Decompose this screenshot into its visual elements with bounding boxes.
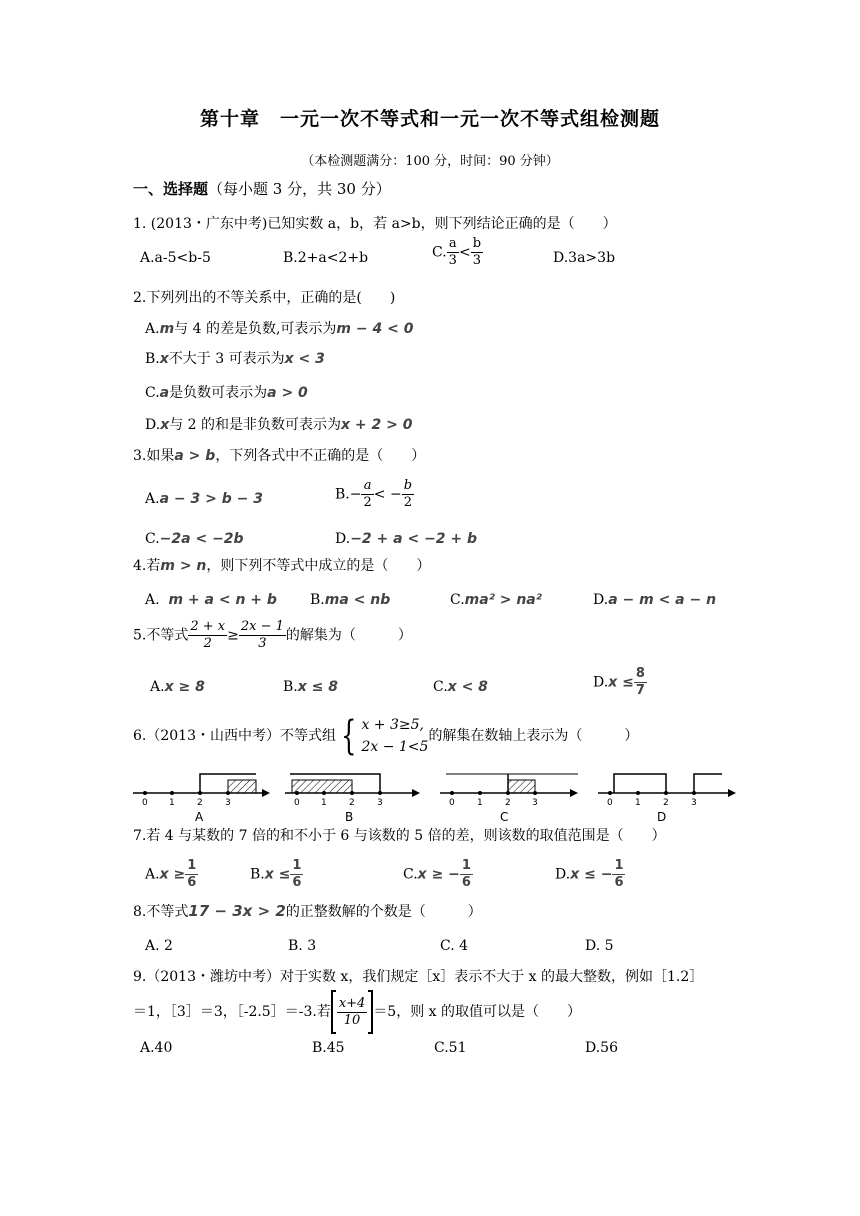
section-head: 一、选择题 xyxy=(133,180,209,198)
q3-b-num1: a xyxy=(361,478,373,495)
q5-d-num: 8 xyxy=(635,666,645,681)
q6-a-tick-1: 1 xyxy=(169,798,175,808)
q5-b-pre: B. xyxy=(283,679,298,695)
q7-b-expr: x ≤ xyxy=(264,866,291,883)
q9-line2-pre: ＝1，［3］＝3，［-2.5］＝-3.若 xyxy=(133,1004,331,1020)
q6-label-b: B xyxy=(345,810,354,824)
q2-b-var: x xyxy=(159,351,169,367)
q2-option-a xyxy=(145,320,413,338)
page-title: 第十章 一元一次不等式和一元一次不等式组检测题 xyxy=(199,108,660,130)
q5-d-frac xyxy=(634,666,647,699)
q5-d-den: 7 xyxy=(635,683,645,698)
q6-b-tick-0: 0 xyxy=(294,798,300,808)
q3-b-op: < − xyxy=(373,486,402,503)
q5-option-c xyxy=(433,678,488,696)
q3-b-den1: 2 xyxy=(363,495,372,510)
q1-c-prefix: C. xyxy=(432,244,447,261)
q4-d-pre: D. xyxy=(593,592,609,608)
q3-b-frac2 xyxy=(402,478,414,511)
q6-c-tick-1: 1 xyxy=(477,798,483,808)
q7-option-c xyxy=(403,858,473,891)
q2-c-mid: 是负数可表示为 xyxy=(169,385,268,401)
q1-c-frac2 xyxy=(471,236,483,269)
q4-option-d xyxy=(593,591,716,609)
q1-option-d: D.3a>3b xyxy=(553,250,616,266)
q6-axis-b xyxy=(285,774,420,824)
q3-c-pre: C. xyxy=(145,531,160,547)
q3-option-a xyxy=(145,490,263,508)
q5-num2: 2x − 1 xyxy=(240,619,284,634)
q1-c-op: < xyxy=(458,244,471,261)
q4-a-expr: m + a < n + b xyxy=(168,592,277,608)
q6-label-d: D xyxy=(657,810,667,824)
q1-option-a: A.a-5<b-5 xyxy=(140,250,211,266)
q2-d-var: x xyxy=(160,417,170,433)
q3-stem-pre: 3.如果 xyxy=(133,448,175,464)
q6-stem xyxy=(133,712,638,760)
q9-num: x+4 xyxy=(338,995,366,1011)
q9-frac xyxy=(337,996,368,1029)
q6-d-tick-1: 1 xyxy=(635,798,641,808)
q7-c-pre: C. xyxy=(403,866,418,883)
q3-b-frac1 xyxy=(361,478,373,511)
q4-d-expr: a − m < a − n xyxy=(608,592,717,608)
section-note: （每小题 3 分，共 30 分） xyxy=(208,180,391,198)
q7-c-num: 1 xyxy=(461,858,471,873)
q8-option-c: C. 4 xyxy=(440,938,469,954)
q9-line1: 9.（2013・潍坊中考）对于实数 x，我们规定［x］表示不大于 x 的最大整数，例如［1.2］ xyxy=(133,969,704,985)
q9-floor xyxy=(331,990,374,1034)
q6-b-tick-2: 2 xyxy=(349,798,355,808)
q3-b-minus: − xyxy=(349,486,362,503)
q1-c-den2: 3 xyxy=(472,253,481,268)
q5-den2: 3 xyxy=(258,636,267,651)
q6-a-tick-2: 2 xyxy=(197,798,203,808)
q9-line2-post: ＝5，则 x 的取值可以是（ ） xyxy=(373,1004,582,1020)
q2-b-mid: 不大于 3 可表示为 xyxy=(168,351,285,367)
q4-option-b xyxy=(310,591,390,609)
q2-b-expr: x < 3 xyxy=(284,351,325,367)
q6-axis-d xyxy=(598,774,736,824)
q7-c-den: 6 xyxy=(461,875,471,890)
q1-stem: 1. (2013・广东中考)已知实数 a，b，若 a>b，则下列结论正确的是（ ） xyxy=(133,216,617,232)
q6-c-tick-3: 3 xyxy=(532,798,538,808)
q7-a-num: 1 xyxy=(187,858,197,873)
q7-option-d xyxy=(555,858,625,891)
q3-d-pre: D. xyxy=(335,531,351,547)
q2-option-c xyxy=(145,384,308,402)
q4-stem-post: ，则下列不等式中成立的是（ ） xyxy=(206,558,431,574)
q9-line2 xyxy=(133,990,581,1034)
q4-option-a xyxy=(145,591,277,609)
q6-axis-c xyxy=(440,774,578,824)
q7-b-den: 6 xyxy=(292,875,302,890)
q2-d-pre: D. xyxy=(145,417,161,433)
q9-option-a: A.40 xyxy=(140,1040,173,1056)
q8-stem-pre: 8.不等式 xyxy=(133,904,189,920)
q3-b-den2: 2 xyxy=(403,495,412,510)
q4-b-pre: B. xyxy=(310,592,325,608)
q6-c-tick-0: 0 xyxy=(449,798,455,808)
q3-a-pre: A. xyxy=(145,491,160,507)
q5-frac1 xyxy=(188,619,227,652)
q3-option-b xyxy=(335,478,414,511)
q7-option-a xyxy=(145,858,198,891)
q7-b-frac xyxy=(290,858,303,891)
q3-b-num2: b xyxy=(403,478,413,493)
q5-d-pre: D. xyxy=(593,674,609,691)
q2-c-expr: a > 0 xyxy=(267,385,308,401)
q8-option-d: D. 5 xyxy=(585,938,614,954)
q2-c-var: a xyxy=(159,385,170,401)
q4-option-c xyxy=(450,591,542,609)
q5-op: ≥ xyxy=(227,627,239,644)
q1-c-num2: b xyxy=(472,236,482,251)
q6-c-tick-2: 2 xyxy=(505,798,511,808)
q6-a-tick-3: 3 xyxy=(225,798,231,808)
q4-c-expr: ma² > na² xyxy=(464,592,542,608)
q5-option-a xyxy=(150,678,205,696)
q5-stem-post: 的解集为（ ） xyxy=(285,627,412,644)
q5-c-expr: x < 8 xyxy=(447,679,488,695)
q3-b-pre: B. xyxy=(335,486,350,503)
q2-a-expr: m − 4 < 0 xyxy=(336,321,414,337)
q4-a-pre: A. xyxy=(145,592,160,608)
q6-stem-pre: 6.（2013・山西中考）不等式组 xyxy=(133,728,336,744)
q8-stem xyxy=(133,902,482,921)
q4-stem-pre: 4.若 xyxy=(133,558,161,574)
q7-d-num: 1 xyxy=(614,858,624,873)
q2-d-expr: x + 2 > 0 xyxy=(341,417,413,433)
q2-a-pre: A. xyxy=(145,321,160,337)
q6-b-tick-3: 3 xyxy=(377,798,383,808)
q7-option-b xyxy=(250,858,303,891)
q5-a-expr: x ≥ 8 xyxy=(164,679,205,695)
q6-line1: x + 3≥5, xyxy=(361,717,424,733)
q3-d-expr: −2 + a < −2 + b xyxy=(350,531,478,547)
q2-a-mid: 与 4 的差是负数,可表示为 xyxy=(174,321,337,337)
q5-a-pre: A. xyxy=(150,679,165,695)
q9-den: 10 xyxy=(343,1012,361,1028)
q6-label-c: C xyxy=(500,810,509,824)
q4-stem-expr: m > n xyxy=(160,558,207,574)
q7-stem: 7.若 4 与某数的 7 倍的和不小于 6 与该数的 5 倍的差，则该数的取值范围是（ ） xyxy=(133,828,666,844)
q1-c-frac1 xyxy=(447,236,459,269)
q6-brace: { xyxy=(341,713,357,759)
q8-stem-post: 的正整数解的个数是（ ） xyxy=(285,904,482,920)
q2-c-pre: C. xyxy=(145,385,160,401)
q6-line2: 2x − 1<5 xyxy=(361,739,429,755)
q7-a-frac xyxy=(185,858,198,891)
q7-a-expr: x ≥ xyxy=(159,866,186,883)
q5-option-b xyxy=(283,678,338,696)
q1-option-c xyxy=(432,236,483,269)
q7-d-frac xyxy=(612,858,625,891)
q1-c-num1: a xyxy=(447,236,459,253)
q4-b-expr: ma < nb xyxy=(324,592,391,608)
q6-d-tick-0: 0 xyxy=(607,798,613,808)
q6-number-lines xyxy=(0,768,860,828)
q3-stem-post: ，下列各式中不正确的是（ ） xyxy=(215,448,426,464)
q6-axis-a xyxy=(133,774,270,824)
q5-c-pre: C. xyxy=(433,679,448,695)
q5-stem-pre: 5.不等式 xyxy=(133,627,189,644)
q5-stem xyxy=(133,619,412,652)
q5-num1: 2 + x xyxy=(190,619,226,634)
q1-c-den1: 3 xyxy=(448,253,457,268)
q3-stem-expr: a > b xyxy=(174,448,216,464)
q4-stem xyxy=(133,557,430,575)
q6-d-tick-2: 2 xyxy=(663,798,669,808)
q7-a-pre: A. xyxy=(145,866,160,883)
q4-c-pre: C. xyxy=(450,592,465,608)
q7-c-expr: x ≥ − xyxy=(417,866,460,883)
q7-d-expr: x ≤ − xyxy=(570,866,613,883)
q3-stem xyxy=(133,447,425,465)
q3-option-c xyxy=(145,530,244,548)
q5-b-expr: x ≤ 8 xyxy=(297,679,338,695)
q2-b-pre: B. xyxy=(145,351,160,367)
q6-a-tick-0: 0 xyxy=(142,798,148,808)
section-heading xyxy=(133,178,391,199)
q7-d-den: 6 xyxy=(614,875,624,890)
q9-option-c: C.51 xyxy=(434,1040,467,1056)
q2-stem: 2.下列列出的不等关系中，正确的是( ) xyxy=(133,290,396,306)
q6-b-tick-1: 1 xyxy=(321,798,327,808)
q1-option-b: B.2+a<2+b xyxy=(283,250,369,266)
q2-option-d xyxy=(145,416,413,434)
q2-d-mid: 与 2 的和是非负数可表示为 xyxy=(169,417,342,433)
q8-stem-expr: 17 − 3x > 2 xyxy=(188,902,286,920)
q5-den1: 2 xyxy=(203,636,212,651)
q7-b-pre: B. xyxy=(250,866,265,883)
q3-option-d xyxy=(335,530,477,548)
q3-a-expr: a − 3 > b − 3 xyxy=(159,491,263,507)
q5-option-d xyxy=(593,666,647,699)
q6-stem-post: 的解集在数轴上表示为（ ） xyxy=(428,728,639,744)
q6-d-tick-3: 3 xyxy=(691,798,697,808)
page-subtitle: （本检测题满分：100 分，时间：90 分钟） xyxy=(301,154,559,169)
q7-a-den: 6 xyxy=(187,875,197,890)
q6-label-a: A xyxy=(195,810,204,824)
q3-c-expr: −2a < −2b xyxy=(159,531,244,547)
q8-option-b: B. 3 xyxy=(288,938,317,954)
q5-d-expr: x ≤ xyxy=(608,674,634,691)
q9-option-b: B.45 xyxy=(312,1040,345,1056)
q2-option-b xyxy=(145,350,325,368)
q7-b-num: 1 xyxy=(292,858,302,873)
q9-option-d: D.56 xyxy=(585,1040,618,1056)
q5-frac2 xyxy=(239,619,286,652)
q6-system xyxy=(361,714,428,758)
q7-d-pre: D. xyxy=(555,866,571,883)
q8-option-a: A. 2 xyxy=(145,938,173,954)
q2-a-var: m xyxy=(159,321,175,337)
q7-c-frac xyxy=(460,858,473,891)
